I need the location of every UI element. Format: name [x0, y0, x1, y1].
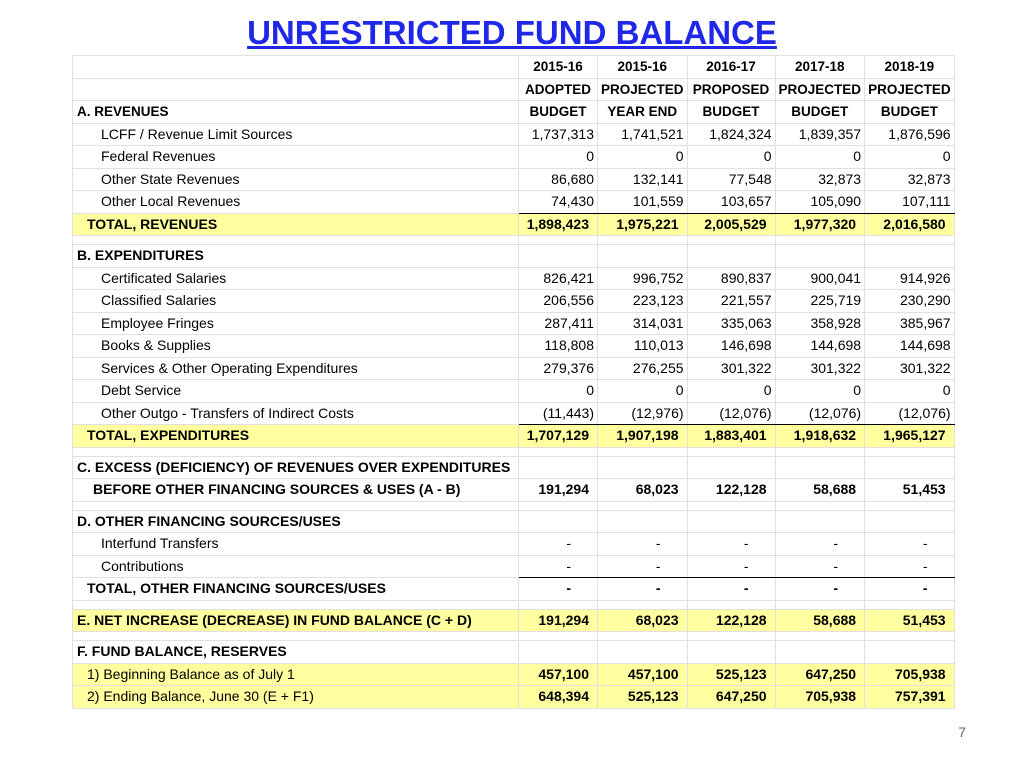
- cell-value: (12,076): [865, 402, 955, 425]
- empty-cell: [519, 236, 598, 245]
- cell-value: 914,926: [865, 267, 955, 290]
- cell-value: 0: [775, 146, 865, 169]
- empty-cell: [687, 510, 775, 533]
- row-label: Contributions: [73, 555, 519, 578]
- cell-value: 51,453: [865, 479, 955, 502]
- empty-cell: [598, 600, 688, 609]
- cell-value: ADOPTED: [519, 78, 598, 101]
- cell-value: 132,141: [598, 168, 688, 191]
- cell-value: 206,556: [519, 290, 598, 313]
- cell-value: -: [519, 578, 598, 601]
- other-financing-row: [73, 533, 955, 556]
- empty-cell: [775, 510, 865, 533]
- cell-value: 103,657: [687, 191, 775, 214]
- cell-value: 276,255: [598, 357, 688, 380]
- row-label: 2) Ending Balance, June 30 (E + F1): [73, 686, 519, 709]
- cell-value: 101,559: [598, 191, 688, 214]
- row-label: Debt Service: [73, 380, 519, 403]
- empty-cell: [775, 236, 865, 245]
- cell-value: 122,128: [687, 479, 775, 502]
- empty-cell: [519, 641, 598, 664]
- row-label: TOTAL, REVENUES: [73, 213, 519, 236]
- header-row-status: [73, 78, 955, 101]
- expenditure-row: [73, 402, 955, 425]
- empty-cell: [865, 632, 955, 641]
- cell-value: 32,873: [775, 168, 865, 191]
- cell-value: 647,250: [775, 663, 865, 686]
- revenue-row: [73, 168, 955, 191]
- header-row-year: [73, 56, 955, 79]
- empty-cell: [687, 600, 775, 609]
- cell-value: 144,698: [865, 335, 955, 358]
- cell-value: PROJECTED: [598, 78, 688, 101]
- empty-cell: [687, 456, 775, 479]
- cell-value: 2017-18: [775, 56, 865, 79]
- cell-value: 68,023: [598, 479, 688, 502]
- cell-value: 279,376: [519, 357, 598, 380]
- cell-value: 1,975,221: [598, 213, 688, 236]
- empty-cell: [519, 501, 598, 510]
- empty-cell: [598, 501, 688, 510]
- cell-value: 525,123: [687, 663, 775, 686]
- spacer-row: [73, 632, 955, 641]
- empty-cell: [519, 456, 598, 479]
- row-label: Other State Revenues: [73, 168, 519, 191]
- cell-value: 648,394: [519, 686, 598, 709]
- row-label: Other Local Revenues: [73, 191, 519, 214]
- empty-cell: [73, 501, 519, 510]
- cell-value: 221,557: [687, 290, 775, 313]
- spacer-row: [73, 236, 955, 245]
- cell-value: -: [519, 555, 598, 578]
- cell-value: 1,707,129: [519, 425, 598, 448]
- fund-balance-heading-row: [73, 641, 955, 664]
- empty-cell: [519, 632, 598, 641]
- empty-cell: [73, 447, 519, 456]
- cell-value: 826,421: [519, 267, 598, 290]
- cell-value: 0: [519, 146, 598, 169]
- empty-cell: [865, 641, 955, 664]
- revenue-row: [73, 123, 955, 146]
- row-label: TOTAL, OTHER FINANCING SOURCES/USES: [73, 578, 519, 601]
- cell-value: PROJECTED: [865, 78, 955, 101]
- empty-cell: [519, 510, 598, 533]
- empty-cell: [865, 600, 955, 609]
- cell-value: BUDGET: [865, 101, 955, 124]
- cell-value: BUDGET: [519, 101, 598, 124]
- cell-value: 0: [865, 380, 955, 403]
- cell-value: 1,741,521: [598, 123, 688, 146]
- cell-value: 705,938: [775, 686, 865, 709]
- cell-value: (11,443): [519, 402, 598, 425]
- budget-table: [72, 55, 955, 709]
- empty-cell: [73, 236, 519, 245]
- page-number: 7: [958, 724, 966, 740]
- cell-value: 287,411: [519, 312, 598, 335]
- empty-cell: [687, 245, 775, 268]
- cell-value: PROPOSED: [687, 78, 775, 101]
- expenditure-row: [73, 357, 955, 380]
- cell-value: 0: [775, 380, 865, 403]
- cell-value: 122,128: [687, 609, 775, 632]
- cell-value: BUDGET: [687, 101, 775, 124]
- cell-value: 86,680: [519, 168, 598, 191]
- cell-value: 51,453: [865, 609, 955, 632]
- cell-value: 900,041: [775, 267, 865, 290]
- empty-cell: [598, 456, 688, 479]
- row-label: BEFORE OTHER FINANCING SOURCES & USES (A - B): [73, 479, 519, 502]
- cell-value: 301,322: [687, 357, 775, 380]
- empty-cell: [775, 641, 865, 664]
- empty-cell: [519, 447, 598, 456]
- row-label: Other Outgo - Transfers of Indirect Costs: [73, 402, 519, 425]
- empty-cell: [775, 456, 865, 479]
- spacer-row: [73, 447, 955, 456]
- cell-value: 0: [687, 380, 775, 403]
- row-label: Interfund Transfers: [73, 533, 519, 556]
- empty-cell: [598, 447, 688, 456]
- fund-balance-row: [73, 686, 955, 709]
- spacer-row: [73, 501, 955, 510]
- total-expenditures-row: [73, 425, 955, 448]
- cell-value: 757,391: [865, 686, 955, 709]
- cell-value: -: [775, 555, 865, 578]
- cell-value: 457,100: [519, 663, 598, 686]
- empty-cell: [687, 632, 775, 641]
- cell-value: 1,907,198: [598, 425, 688, 448]
- cell-value: 2016-17: [687, 56, 775, 79]
- cell-value: 1,965,127: [865, 425, 955, 448]
- cell-value: 301,322: [775, 357, 865, 380]
- cell-value: 705,938: [865, 663, 955, 686]
- row-label: A. REVENUES: [73, 101, 519, 124]
- other-financing-row: [73, 555, 955, 578]
- empty-cell: [775, 447, 865, 456]
- empty-cell: [687, 641, 775, 664]
- section-heading: B. EXPENDITURES: [73, 245, 519, 268]
- cell-value: 74,430: [519, 191, 598, 214]
- cell-value: YEAR END: [598, 101, 688, 124]
- section-heading: C. EXCESS (DEFICIENCY) OF REVENUES OVER EXPENDITURES: [73, 456, 519, 479]
- cell-value: BUDGET: [775, 101, 865, 124]
- cell-value: 0: [687, 146, 775, 169]
- row-label: Federal Revenues: [73, 146, 519, 169]
- cell-value: 0: [519, 380, 598, 403]
- cell-value: 1,898,423: [519, 213, 598, 236]
- cell-value: 2015-16: [598, 56, 688, 79]
- cell-value: 1,824,324: [687, 123, 775, 146]
- fund-balance-row: [73, 663, 955, 686]
- cell-value: 230,290: [865, 290, 955, 313]
- section-heading: F. FUND BALANCE, RESERVES: [73, 641, 519, 664]
- header-row-budget: [73, 101, 955, 124]
- empty-cell: [598, 641, 688, 664]
- cell-value: 110,013: [598, 335, 688, 358]
- revenue-row: [73, 146, 955, 169]
- expenditure-row: [73, 380, 955, 403]
- total-other-financing-row: [73, 578, 955, 601]
- cell-value: 58,688: [775, 609, 865, 632]
- cell-value: 2,005,529: [687, 213, 775, 236]
- budget-table-body: [73, 56, 955, 709]
- cell-value: 996,752: [598, 267, 688, 290]
- empty-cell: [598, 245, 688, 268]
- empty-cell: [687, 236, 775, 245]
- cell-value: 0: [598, 380, 688, 403]
- expenditure-row: [73, 290, 955, 313]
- expenditure-row: [73, 335, 955, 358]
- empty-cell: [598, 510, 688, 533]
- cell-value: 1,918,632: [775, 425, 865, 448]
- cell-value: 457,100: [598, 663, 688, 686]
- row-label: Classified Salaries: [73, 290, 519, 313]
- cell-value: 1,737,313: [519, 123, 598, 146]
- empty-cell: [865, 456, 955, 479]
- cell-value: 0: [598, 146, 688, 169]
- row-label: TOTAL, EXPENDITURES: [73, 425, 519, 448]
- total-revenues-row: [73, 213, 955, 236]
- cell-value: -: [865, 578, 955, 601]
- cell-value: 77,548: [687, 168, 775, 191]
- budget-table-container: [72, 55, 955, 709]
- cell-value: 385,967: [865, 312, 955, 335]
- cell-value: 1,876,596: [865, 123, 955, 146]
- cell-value: 1,839,357: [775, 123, 865, 146]
- cell-value: -: [687, 578, 775, 601]
- cell-value: -: [519, 533, 598, 556]
- cell-value: 1,883,401: [687, 425, 775, 448]
- cell-value: 2015-16: [519, 56, 598, 79]
- net-increase-row: [73, 609, 955, 632]
- cell-value: -: [598, 555, 688, 578]
- empty-cell: [73, 632, 519, 641]
- empty-cell: [687, 501, 775, 510]
- cell-value: 525,123: [598, 686, 688, 709]
- expenditure-row: [73, 267, 955, 290]
- row-label: 1) Beginning Balance as of July 1: [73, 663, 519, 686]
- excess-heading-row: [73, 456, 955, 479]
- cell-value: 358,928: [775, 312, 865, 335]
- cell-value: 32,873: [865, 168, 955, 191]
- cell-value: 301,322: [865, 357, 955, 380]
- row-label: Certificated Salaries: [73, 267, 519, 290]
- cell-value: 0: [865, 146, 955, 169]
- row-label: Books & Supplies: [73, 335, 519, 358]
- empty-cell: [519, 600, 598, 609]
- empty-cell: [598, 236, 688, 245]
- row-label: [73, 56, 519, 79]
- page-title: UNRESTRICTED FUND BALANCE: [247, 14, 777, 51]
- cell-value: -: [865, 555, 955, 578]
- cell-value: -: [598, 578, 688, 601]
- section-heading: D. OTHER FINANCING SOURCES/USES: [73, 510, 519, 533]
- cell-value: (12,076): [775, 402, 865, 425]
- row-label: LCFF / Revenue Limit Sources: [73, 123, 519, 146]
- cell-value: 314,031: [598, 312, 688, 335]
- empty-cell: [598, 632, 688, 641]
- cell-value: (12,076): [687, 402, 775, 425]
- cell-value: 223,123: [598, 290, 688, 313]
- cell-value: 335,063: [687, 312, 775, 335]
- cell-value: 58,688: [775, 479, 865, 502]
- empty-cell: [775, 600, 865, 609]
- empty-cell: [865, 501, 955, 510]
- cell-value: 191,294: [519, 609, 598, 632]
- expenditure-row: [73, 312, 955, 335]
- spacer-row: [73, 600, 955, 609]
- empty-cell: [73, 600, 519, 609]
- row-label: E. NET INCREASE (DECREASE) IN FUND BALANCE (C + D): [73, 609, 519, 632]
- cell-value: 1,977,320: [775, 213, 865, 236]
- cell-value: -: [865, 533, 955, 556]
- cell-value: 68,023: [598, 609, 688, 632]
- cell-value: 191,294: [519, 479, 598, 502]
- empty-cell: [519, 245, 598, 268]
- row-label: Employee Fringes: [73, 312, 519, 335]
- cell-value: -: [775, 533, 865, 556]
- empty-cell: [865, 245, 955, 268]
- row-label: [73, 78, 519, 101]
- cell-value: 647,250: [687, 686, 775, 709]
- empty-cell: [775, 245, 865, 268]
- cell-value: 118,808: [519, 335, 598, 358]
- cell-value: -: [687, 533, 775, 556]
- other-financing-heading-row: [73, 510, 955, 533]
- empty-cell: [865, 510, 955, 533]
- empty-cell: [775, 501, 865, 510]
- revenue-row: [73, 191, 955, 214]
- row-label: Services & Other Operating Expenditures: [73, 357, 519, 380]
- cell-value: 144,698: [775, 335, 865, 358]
- empty-cell: [687, 447, 775, 456]
- cell-value: 225,719: [775, 290, 865, 313]
- empty-cell: [865, 447, 955, 456]
- cell-value: -: [687, 555, 775, 578]
- cell-value: 2,016,580: [865, 213, 955, 236]
- cell-value: 107,111: [865, 191, 955, 214]
- cell-value: 890,837: [687, 267, 775, 290]
- excess-row: [73, 479, 955, 502]
- cell-value: 146,698: [687, 335, 775, 358]
- cell-value: -: [775, 578, 865, 601]
- cell-value: -: [598, 533, 688, 556]
- empty-cell: [775, 632, 865, 641]
- cell-value: (12,976): [598, 402, 688, 425]
- cell-value: PROJECTED: [775, 78, 865, 101]
- cell-value: 105,090: [775, 191, 865, 214]
- cell-value: 2018-19: [865, 56, 955, 79]
- empty-cell: [865, 236, 955, 245]
- expenditures-heading-row: [73, 245, 955, 268]
